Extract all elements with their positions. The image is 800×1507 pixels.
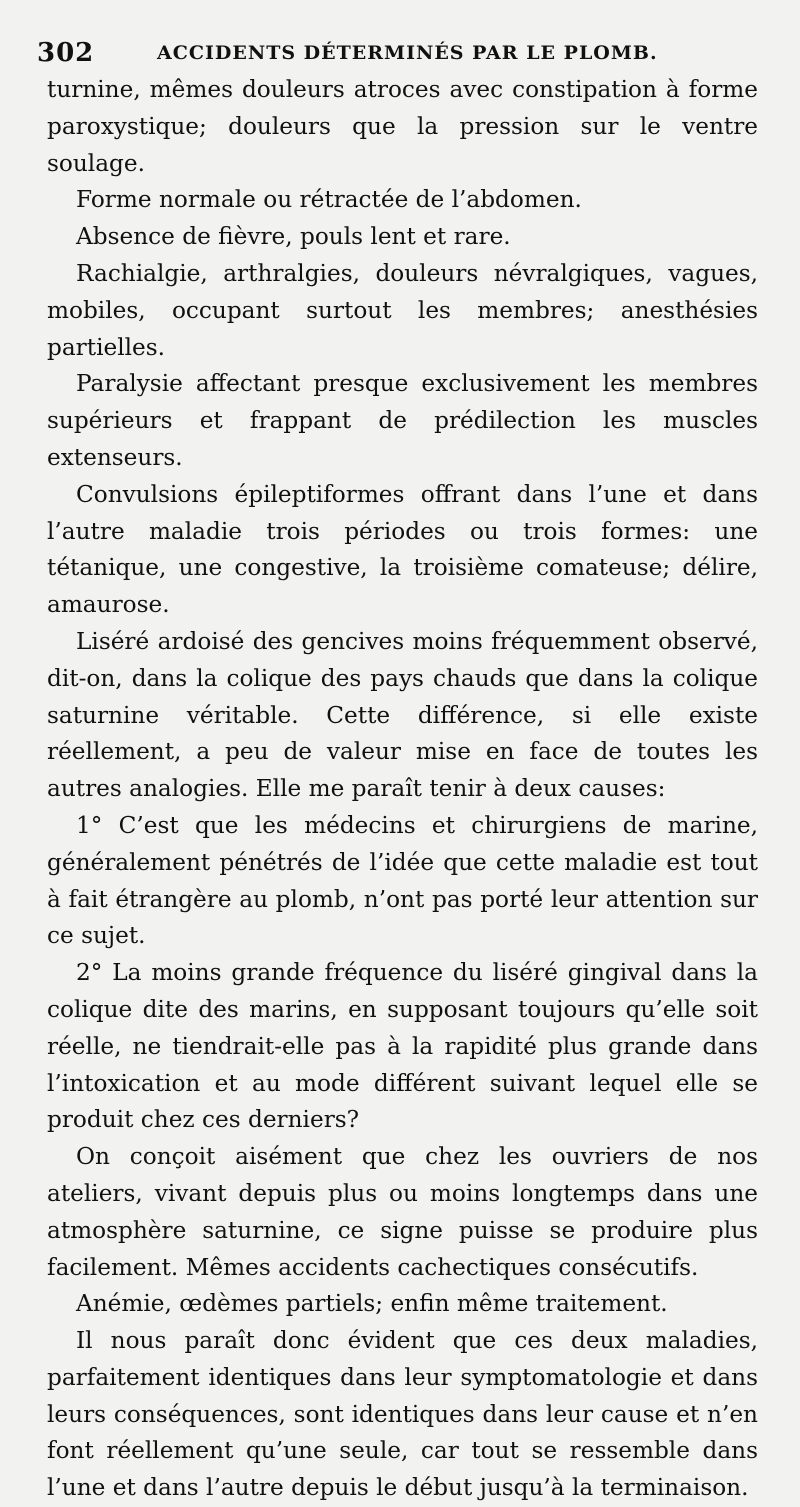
paragraph: 1° C’est que les médecins et chirurgiens de marine, généralement pénétrés de l’idée que cette maladie est tout à fait étrangère au plomb, n’ont pas porté leur attention sur ce sujet. xyxy=(47,811,758,950)
paragraph: On conçoit aisément que chez les ouvriers de nos ateliers, vivant depuis plus ou moins longtemps dans une atmosphère saturnine, ce signe puisse se produire plus facilement. Mêmes accidents cachectiques consécutifs. xyxy=(47,1143,758,1281)
body-text xyxy=(47,72,758,1507)
running-title: ACCIDENTS DÉTERMINÉS PAR LE PLOMB. xyxy=(157,42,658,64)
paragraph: 2° La moins grande fréquence du liséré gingival dans la colique dite des marins, en supposant toujours qu’elle soit réelle, ne tiendrait-elle pas à la rapidité plus grande dans l’intoxication et au mode différent suivant lequel elle se produit chez ces derniers? xyxy=(47,959,758,1134)
paragraph: Paralysie affectant presque exclusivement les membres supérieurs et frappant de prédilection les muscles extenseurs. xyxy=(47,370,758,471)
paragraph: Liséré ardoisé des gencives moins fréquemment observé, dit-on, dans la colique des pays chauds que dans la colique saturnine véritable. Cette différence, si elle existe réellement, a peu de valeur mise en face de toutes les autres analogies. Elle me paraît tenir à deux causes: xyxy=(47,627,758,803)
paragraph: Convulsions épileptiformes offrant dans l’une et dans l’autre maladie trois périodes ou trois formes: une tétanique, une congestive, la troisième comateuse; délire, amaurose. xyxy=(47,480,758,619)
paragraph: Anémie, œdèmes partiels; enfin même traitement. xyxy=(76,1290,668,1318)
paragraph: Forme normale ou rétractée de l’abdomen. xyxy=(76,186,582,214)
page-number: 302 xyxy=(37,38,95,68)
paragraph: Rachialgie, arthralgies, douleurs névralgiques, vagues, mobiles, occupant surtout les membres; anesthésies partielles. xyxy=(47,259,758,361)
paragraph: Absence de fièvre, pouls lent et rare. xyxy=(76,223,511,251)
paragraph: Il nous paraît donc évident que ces deux maladies, parfaitement identiques dans leur symptomatologie et dans leurs conséquences, sont identiques dans leur cause et n’en font réellement qu’une seule, car tout se ressemble dans l’une et dans l’autre depuis le début jusqu’à la terminaison. xyxy=(47,1327,758,1502)
page-header xyxy=(37,32,758,72)
paragraph: turnine, mêmes douleurs atroces avec constipation à forme paroxystique; douleurs que la pression sur le ventre soulage. xyxy=(47,76,758,177)
